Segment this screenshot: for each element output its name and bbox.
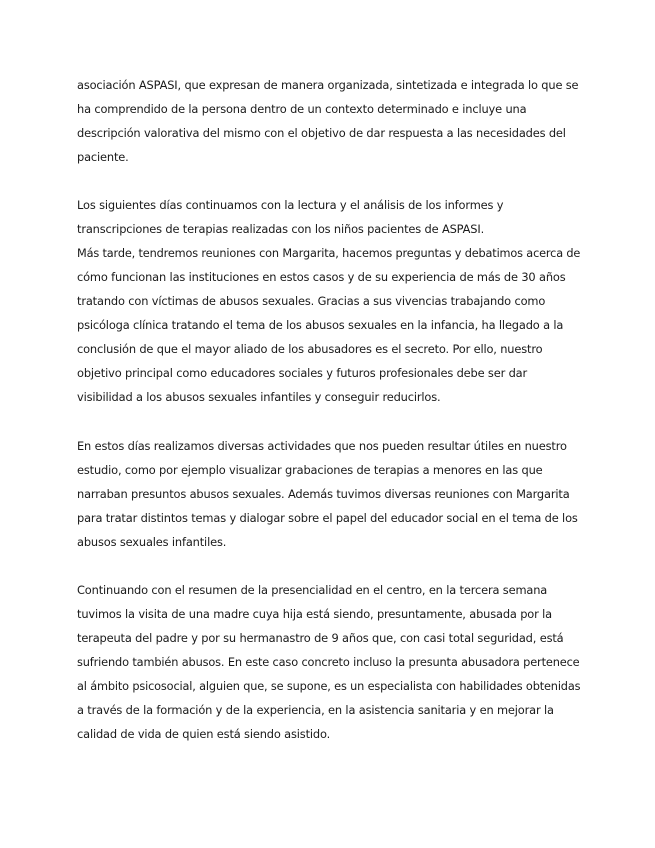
paragraph-1-line-4: paciente. (77, 150, 129, 164)
paragraph-4-line-3: terapeuta del padre y por su hermanastro de 9 años que, con casi total seguridad, está (77, 631, 564, 645)
paragraph-2-line-9: visibilidad a los abusos sexuales infantiles y conseguir reducirlos. (77, 390, 441, 404)
paragraph-3-line-3: narraban presuntos abusos sexuales. Además tuvimos diversas reuniones con Margarita (77, 487, 570, 501)
paragraph-2-line-2: transcripciones de terapias realizadas con los niños pacientes de ASPASI. (77, 222, 485, 236)
paragraph-4-line-2: tuvimos la visita de una madre cuya hija está siendo, presuntamente, abusada por la (77, 607, 552, 621)
paragraph-2-line-6: psicóloga clínica tratando el tema de los abusos sexuales en la infancia, ha llegado a la (77, 318, 564, 332)
paragraph-3-line-2: estudio, como por ejemplo visualizar grabaciones de terapias a menores en las que (77, 463, 543, 477)
paragraph-2-line-4: cómo funcionan las instituciones en estos casos y de su experiencia de más de 30 años (77, 270, 566, 284)
paragraph-2-line-8: objetivo principal como educadores sociales y futuros profesionales debe ser dar (77, 366, 528, 380)
paragraph-1-line-2: ha comprendido de la persona dentro de un contexto determinado e incluye una (77, 102, 527, 116)
paragraph-2-line-3: Más tarde, tendremos reuniones con Margarita, hacemos preguntas y debatimos acerca de (77, 246, 581, 260)
paragraph-2-line-1: Los siguientes días continuamos con la lectura y el análisis de los informes y (77, 198, 504, 212)
paragraph-3-line-5: abusos sexuales infantiles. (77, 535, 227, 549)
paragraph-4-line-5: al ámbito psicosocial, alguien que, se supone, es un especialista con habilidades obtenidas (77, 679, 581, 693)
paragraph-2-line-5: tratando con víctimas de abusos sexuales. Gracias a sus vivencias trabajando como (77, 294, 546, 308)
paragraph-4-line-7: calidad de vida de quien está siendo asistido. (77, 727, 331, 741)
paragraph-3-line-4: para tratar distintos temas y dialogar sobre el papel del educador social en el tema de los (77, 511, 578, 525)
paragraph-2-line-7: conclusión de que el mayor aliado de los abusadores es el secreto. Por ello, nuestro (77, 342, 543, 356)
paragraph-4-line-4: sufriendo también abusos. En este caso concreto incluso la presunta abusadora pertenece (77, 655, 580, 669)
paragraph-1-line-3: descripción valorativa del mismo con el objetivo de dar respuesta a las necesidades del (77, 126, 566, 140)
paragraph-3-line-1: En estos días realizamos diversas actividades que nos pueden resultar útiles en nuestro (77, 439, 567, 453)
paragraph-4-line-1: Continuando con el resumen de la presencialidad en el centro, en la tercera semana (77, 583, 548, 597)
paragraph-1-line-1: asociación ASPASI, que expresan de manera organizada, sintetizada e integrada lo que se (77, 78, 579, 92)
paragraph-4-line-6: a través de la formación y de la experiencia, en la asistencia sanitaria y en mejorar la (77, 703, 554, 717)
